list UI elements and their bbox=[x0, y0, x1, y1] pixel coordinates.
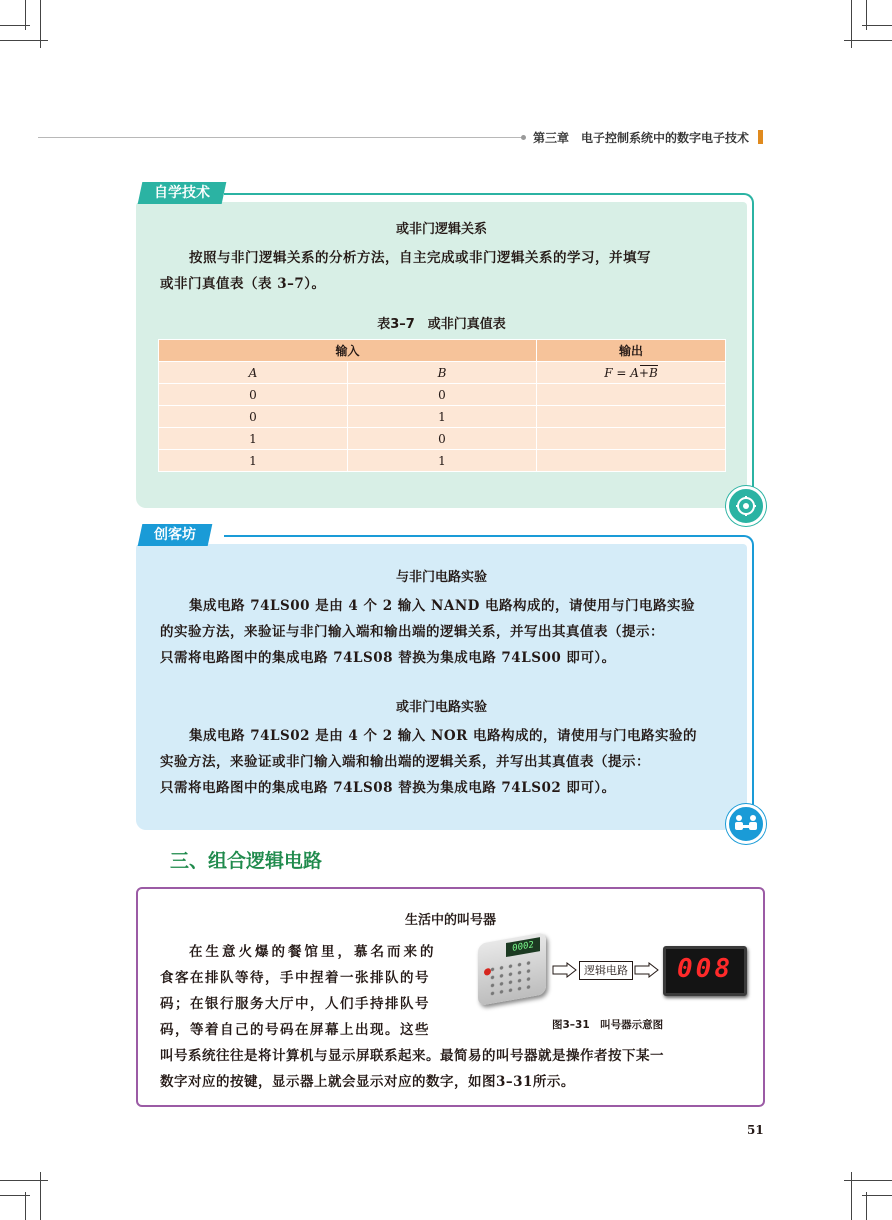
table-col-f: F = A+B bbox=[537, 362, 726, 384]
exp1-line3: 只需将电路图中的集成电路 74LS08 替换为集成电路 74LS00 即可）。 bbox=[160, 650, 616, 666]
arrow-icon bbox=[552, 962, 578, 978]
section-heading: 三、组合逻辑电路 bbox=[170, 850, 323, 872]
table-header-input: 输入 bbox=[159, 340, 537, 362]
self-study-title: 或非门逻辑关系 bbox=[395, 222, 487, 237]
crop-mark bbox=[0, 1195, 30, 1196]
brain-gear-icon bbox=[726, 486, 766, 526]
crop-mark bbox=[844, 1180, 892, 1181]
table-col-b: B bbox=[348, 362, 537, 384]
table-row bbox=[159, 406, 726, 428]
table-cell: 0 bbox=[159, 384, 348, 406]
table-row bbox=[159, 450, 726, 472]
self-study-paragraph-line2: 或非门真值表（表 3–7）。 bbox=[160, 276, 326, 292]
table-row bbox=[159, 384, 726, 406]
self-study-paragraph-line1: 按照与非门逻辑关系的分析方法，自主完成或非门逻辑关系的学习，并填写 bbox=[189, 250, 651, 266]
crop-mark bbox=[25, 0, 26, 30]
table-cell: 1 bbox=[159, 450, 348, 472]
life-line1: 在生意火爆的餐馆里，慕名而来的 bbox=[189, 944, 437, 960]
exp1-line2: 的实验方法，来验证与非门输入端和输出端的逻辑关系，并写出其真值表（提示： bbox=[160, 624, 664, 640]
keypad-screen: 0002 bbox=[506, 937, 540, 957]
table-row bbox=[159, 428, 726, 450]
figure-caption: 图3–31 叫号器示意图 bbox=[552, 1019, 664, 1031]
exp1-line1: 集成电路 74LS00 是由 4 个 2 输入 NAND 电路构成的，请使用与门电路实验 bbox=[189, 598, 696, 614]
page-number: 51 bbox=[747, 1123, 764, 1137]
table-cell[interactable] bbox=[537, 428, 726, 450]
table-col-a: A bbox=[159, 362, 348, 384]
crop-mark bbox=[862, 1195, 892, 1196]
exp2-line1: 集成电路 74LS02 是由 4 个 2 输入 NOR 电路构成的，请使用与门电路实验的 bbox=[189, 728, 698, 744]
led-digits: 008 bbox=[677, 954, 733, 984]
keypad-buttons bbox=[488, 958, 532, 996]
arrow-icon bbox=[634, 962, 660, 978]
self-study-tag: 自学技术 bbox=[138, 182, 227, 204]
header-accent-bar bbox=[758, 130, 763, 144]
table-cell: 0 bbox=[348, 428, 537, 450]
people-workshop-icon bbox=[726, 804, 766, 844]
table-cell[interactable] bbox=[537, 450, 726, 472]
crop-mark bbox=[866, 1192, 867, 1220]
crop-mark bbox=[25, 1192, 26, 1220]
life-line4: 码，等着自己的号码在屏幕上出现。这些 bbox=[160, 1022, 430, 1038]
life-line6: 数字对应的按键，显示器上就会显示对应的数字，如图3–31所示。 bbox=[160, 1074, 575, 1090]
exp1-title: 与非门电路实验 bbox=[395, 570, 487, 585]
chapter-header: 第三章 电子控制系统中的数字电子技术 bbox=[533, 131, 750, 145]
maker-tag: 创客坊 bbox=[138, 524, 213, 546]
table-cell[interactable] bbox=[537, 384, 726, 406]
exp2-line3: 只需将电路图中的集成电路 74LS08 替换为集成电路 74LS02 即可）。 bbox=[160, 780, 616, 796]
table-caption: 表3–7 或非门真值表 bbox=[377, 317, 506, 332]
life-title: 生活中的叫号器 bbox=[404, 913, 496, 928]
life-line3: 码；在银行服务大厅中，人们手持排队号 bbox=[160, 996, 430, 1012]
header-dot bbox=[521, 135, 526, 140]
crop-mark bbox=[0, 1180, 48, 1181]
nor-truth-table bbox=[158, 339, 726, 472]
logic-circuit-box: 逻辑电路 bbox=[579, 961, 633, 980]
crop-mark bbox=[844, 40, 892, 41]
table-header-output: 输出 bbox=[537, 340, 726, 362]
crop-mark bbox=[0, 40, 48, 41]
table-cell[interactable] bbox=[537, 406, 726, 428]
table-cell: 1 bbox=[159, 428, 348, 450]
table-cell: 1 bbox=[348, 450, 537, 472]
keypad-device bbox=[478, 932, 546, 1006]
table-cell: 0 bbox=[159, 406, 348, 428]
exp2-title: 或非门电路实验 bbox=[395, 700, 487, 715]
table-cell: 1 bbox=[348, 406, 537, 428]
crop-mark bbox=[862, 25, 892, 26]
life-line5: 叫号系统往往是将计算机与显示屏联系起来。最简易的叫号器就是操作者按下某一 bbox=[160, 1048, 664, 1064]
exp2-line2: 实验方法，来验证或非门输入端和输出端的逻辑关系，并写出其真值表（提示： bbox=[160, 754, 650, 770]
led-display bbox=[663, 946, 747, 996]
life-line2: 食客在排队等待，手中捏着一张排队的号 bbox=[160, 970, 430, 986]
header-rule bbox=[38, 137, 523, 138]
table-cell: 0 bbox=[348, 384, 537, 406]
